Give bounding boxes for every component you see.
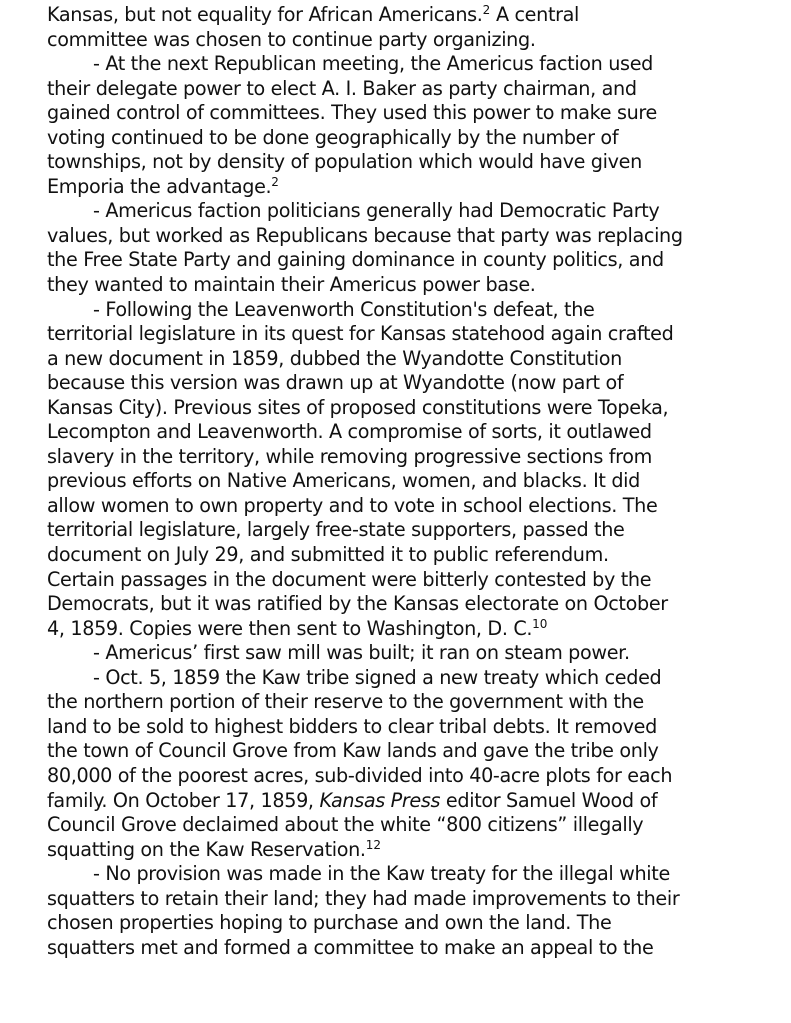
text-line: document on July 29, and submitted it to public referendum. bbox=[47, 543, 609, 567]
text-line: squatters to retain their land; they had made improvements to their bbox=[47, 886, 680, 910]
text-line: townships, not by density of population which would have given bbox=[47, 150, 642, 174]
text-line: voting continued to be done geographically by the number of bbox=[47, 125, 619, 149]
text-line: 4, 1859. Copies were then sent to Washington, D. C.$^{10}$ bbox=[47, 616, 548, 640]
text-line: the town of Council Grove from Kaw lands and gave the tribe only bbox=[47, 739, 659, 763]
paragraph-1 bbox=[47, 3, 744, 52]
paragraph-5 bbox=[47, 641, 744, 666]
text-line: - Following the Leavenworth Constitution's defeat, the bbox=[93, 297, 595, 321]
footnote-ref[interactable]: 2 bbox=[482, 3, 491, 17]
text-line: values, but worked as Republicans because that party was replacing bbox=[47, 223, 683, 247]
paragraph-2 bbox=[47, 52, 744, 199]
text-line: Emporia the advantage.$^2$ bbox=[47, 174, 279, 198]
text-line: they wanted to maintain their Americus power base. bbox=[47, 273, 536, 297]
footnote-ref[interactable]: 2 bbox=[271, 174, 279, 189]
text-line: land to be sold to highest bidders to clear tribal debts. It removed bbox=[47, 714, 657, 738]
text-line: Kansas City). Previous sites of proposed constitutions were Topeka, bbox=[47, 395, 669, 419]
text-line: - Americus’ first saw mill was built; it ran on steam power. bbox=[93, 641, 630, 665]
footnote-ref[interactable]: 10 bbox=[532, 616, 548, 631]
text-line: - Oct. 5, 1859 the Kaw tribe signed a new treaty which ceded bbox=[93, 665, 662, 689]
text-line: because this version was drawn up at Wyandotte (now part of bbox=[47, 371, 624, 395]
paragraph-6 bbox=[47, 666, 744, 862]
paragraph-7 bbox=[47, 862, 744, 960]
text-line: - At the next Republican meeting, the Americus faction used bbox=[93, 52, 653, 76]
text-line: gained control of committees. They used this power to make sure bbox=[47, 101, 657, 125]
text-line: their delegate power to elect A. I. Baker as party chairman, and bbox=[47, 76, 637, 100]
text-line: Certain passages in the document were bitterly contested by the bbox=[47, 567, 652, 591]
text-line: squatters met and formed a committee to make an appeal to the bbox=[47, 935, 654, 959]
text-line: territorial legislature, largely free-state supporters, passed the bbox=[47, 518, 625, 542]
text-line: family. On October 17, 1859, Kansas Press editor Samuel Wood of bbox=[47, 788, 658, 812]
text-line: 80,000 of the poorest acres, sub-divided into 40-acre plots for each bbox=[47, 763, 673, 787]
text-line: - No provision was made in the Kaw treaty for the illegal white bbox=[93, 862, 670, 886]
text-line: committee was chosen to continue party organizing. bbox=[47, 27, 536, 51]
text-line: previous efforts on Native Americans, women, and blacks. It did bbox=[47, 469, 640, 493]
text-line: Lecompton and Leavenworth. A compromise of sorts, it outlawed bbox=[47, 420, 652, 444]
text-line: - Americus faction politicians generally had Democratic Party bbox=[93, 199, 660, 223]
publication-title: Kansas Press bbox=[319, 788, 441, 812]
text-line: the Free State Party and gaining dominance in county politics, and bbox=[47, 248, 664, 272]
footnote-ref[interactable]: 12 bbox=[365, 837, 381, 852]
text-line: the northern portion of their reserve to the government with the bbox=[47, 690, 644, 714]
text-line: territorial legislature in its quest for Kansas statehood again crafted bbox=[47, 322, 674, 346]
document-page bbox=[47, 3, 744, 960]
text-line: slavery in the territory, while removing progressive sections from bbox=[47, 444, 652, 468]
text-line: squatting on the Kaw Reservation.$^{12}$ bbox=[47, 837, 381, 861]
text-line: chosen properties hoping to purchase and own the land. The bbox=[47, 911, 612, 935]
paragraph-4 bbox=[47, 298, 744, 642]
text-line: Kansas, but not equality for African Americans.$^2$ A central bbox=[47, 3, 580, 26]
text-line: Council Grove declaimed about the white “800 citizens” illegally bbox=[47, 813, 644, 837]
paragraph-3 bbox=[47, 199, 744, 297]
text-line: a new document in 1859, dubbed the Wyandotte Constitution bbox=[47, 346, 622, 370]
text-line: Democrats, but it was ratified by the Kansas electorate on October bbox=[47, 592, 668, 616]
text-line: allow women to own property and to vote in school elections. The bbox=[47, 493, 658, 517]
